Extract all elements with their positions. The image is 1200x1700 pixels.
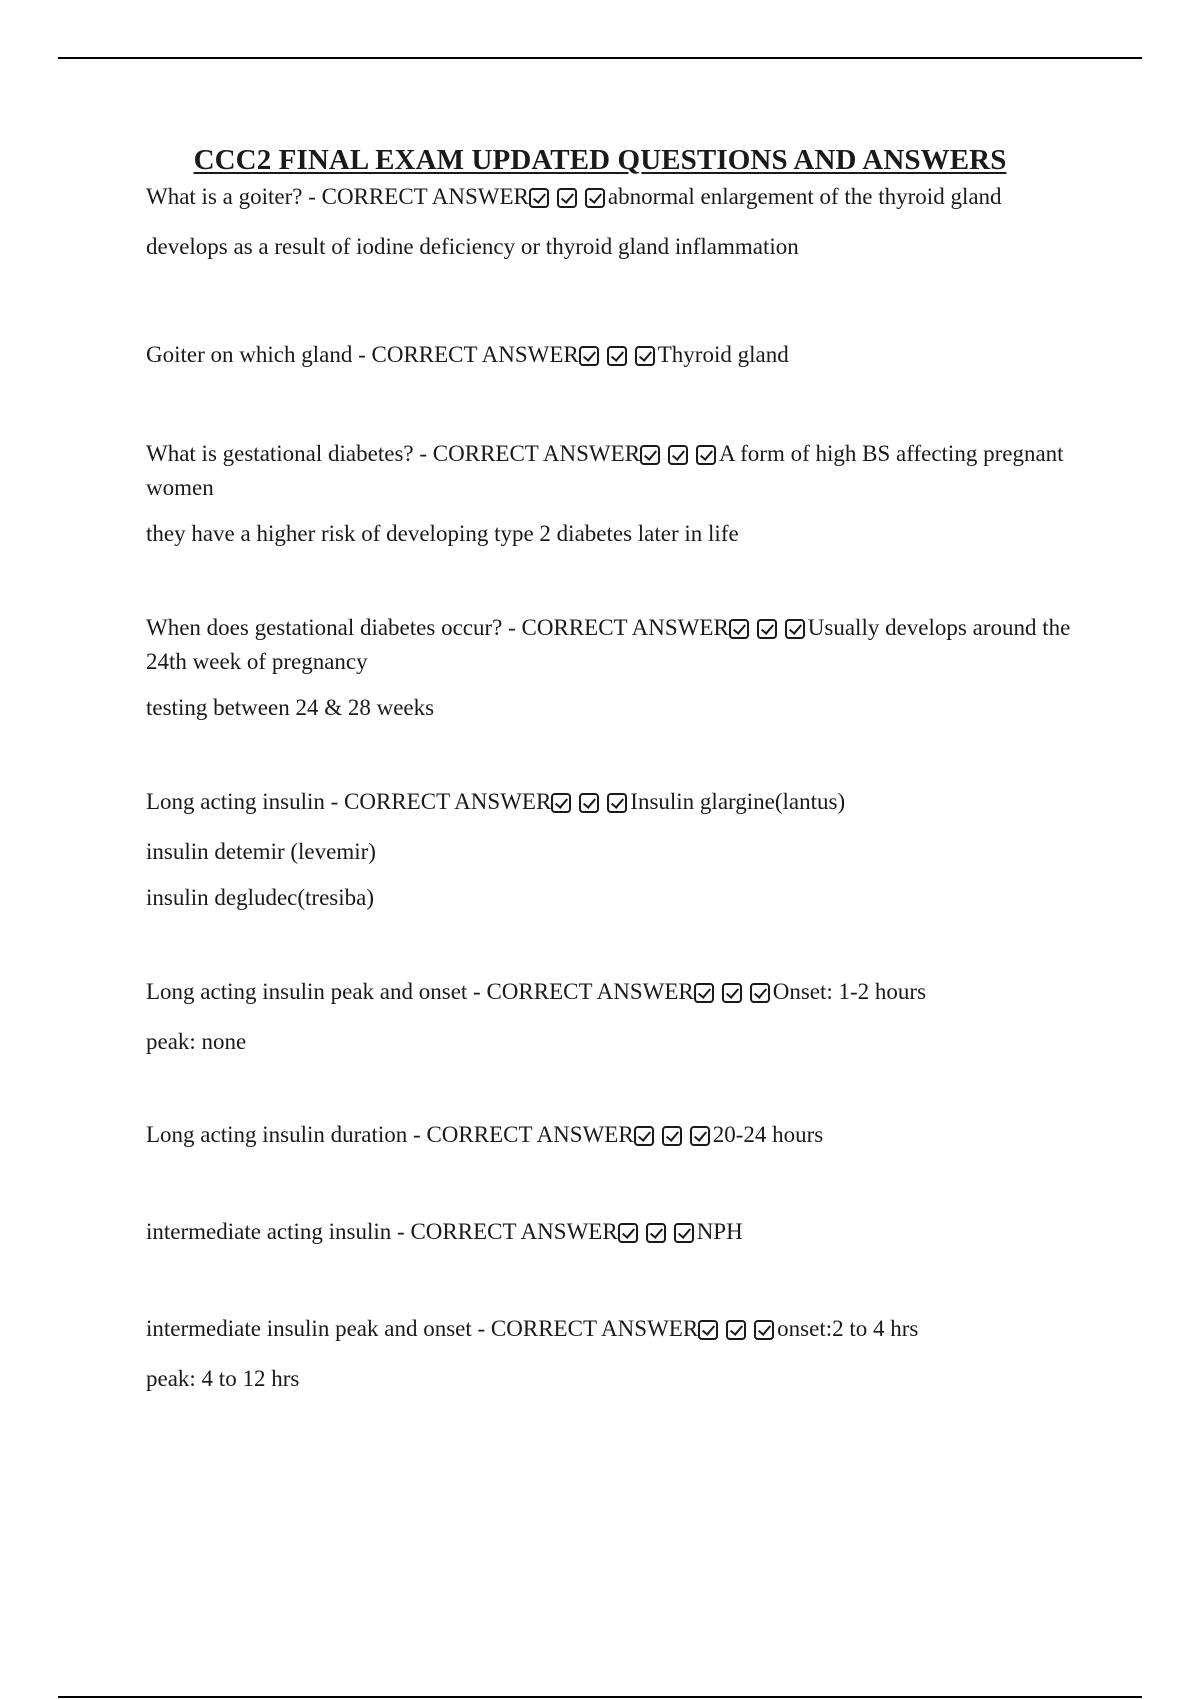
document-title: CCC2 FINAL EXAM UPDATED QUESTIONS AND ANSWERS <box>193 144 1007 176</box>
checkmarks <box>698 1318 777 1348</box>
answer-extra-line: insulin degludec(tresiba) <box>146 885 375 910</box>
answer-label: CORRECT ANSWER <box>432 441 641 466</box>
answer-extra-line: peak: none <box>146 1029 247 1054</box>
qa-item-5 <box>146 787 1106 913</box>
answer-text: Onset: 1-2 hours <box>772 979 927 1004</box>
qa-item-1 <box>146 182 1106 262</box>
checkmarks <box>634 1124 713 1154</box>
bottom-rule <box>58 1696 1142 1698</box>
checked-box-icon <box>674 1223 694 1243</box>
separator: - <box>352 342 372 367</box>
checkmarks <box>579 344 658 374</box>
question-text: Long acting insulin peak and onset <box>146 979 468 1004</box>
answer-label: CORRECT ANSWER <box>344 789 552 814</box>
checked-box-icon <box>635 346 655 366</box>
checked-box-icon <box>757 619 777 639</box>
checked-box-icon <box>662 1126 682 1146</box>
checked-box-icon <box>579 346 599 366</box>
answer-label: CORRECT ANSWER <box>486 979 694 1004</box>
question-text: Long acting insulin duration <box>146 1122 408 1147</box>
answer-text: Thyroid gland <box>657 342 789 367</box>
answer-text: NPH <box>696 1219 743 1244</box>
answer-label: CORRECT ANSWER <box>521 615 729 640</box>
checked-box-icon <box>551 793 571 813</box>
checked-box-icon <box>726 1320 746 1340</box>
checkmarks <box>529 186 608 216</box>
answer-text: abnormal enlargement of the thyroid gland <box>607 184 1002 209</box>
checked-box-icon <box>634 1126 654 1146</box>
checkmarks <box>618 1221 697 1251</box>
qa-item-3 <box>146 439 1106 549</box>
separator: - <box>467 979 487 1004</box>
checked-box-icon <box>529 188 549 208</box>
checked-box-icon <box>668 445 688 465</box>
question-text: When does gestational diabetes occur? <box>146 615 503 640</box>
qa-item-2 <box>146 340 1106 374</box>
answer-extra-line: peak: 4 to 12 hrs <box>146 1366 300 1391</box>
question-text: Goiter on which gland <box>146 342 353 367</box>
qa-item-4 <box>146 613 1106 723</box>
answer-label: CORRECT ANSWER <box>371 342 579 367</box>
checked-box-icon <box>696 445 716 465</box>
checked-box-icon <box>607 346 627 366</box>
answer-label: CORRECT ANSWER <box>410 1219 618 1244</box>
separator: - <box>391 1219 411 1244</box>
checked-box-icon <box>750 983 770 1003</box>
answer-text: A form of high BS affecting pregnant women <box>146 441 1064 500</box>
separator: - <box>407 1122 427 1147</box>
answer-text: onset:2 to 4 hrs <box>777 1316 919 1341</box>
question-text: Long acting insulin <box>146 789 325 814</box>
separator: - <box>471 1316 491 1341</box>
checkmarks <box>640 443 719 473</box>
question-text: intermediate insulin peak and onset <box>146 1316 472 1341</box>
qa-item-9 <box>146 1314 1106 1394</box>
checked-box-icon <box>698 1320 718 1340</box>
answer-extra-line: develops as a result of iodine deficiency or thyroid gland inflammation <box>146 234 799 259</box>
answer-label: CORRECT ANSWER <box>321 184 529 209</box>
answer-label: CORRECT ANSWER <box>426 1122 634 1147</box>
question-text: intermediate acting insulin <box>146 1219 392 1244</box>
qa-item-7 <box>146 1120 1106 1154</box>
checkmarks <box>551 791 630 821</box>
checked-box-icon <box>618 1223 638 1243</box>
checked-box-icon <box>785 619 805 639</box>
checked-box-icon <box>722 983 742 1003</box>
checked-box-icon <box>754 1320 774 1340</box>
qa-item-8 <box>146 1217 1106 1251</box>
answer-extra-line: they have a higher risk of developing type 2 diabetes later in life <box>146 521 739 546</box>
checked-box-icon <box>579 793 599 813</box>
checked-box-icon <box>640 445 660 465</box>
top-rule <box>58 57 1142 59</box>
checked-box-icon <box>557 188 577 208</box>
checked-box-icon <box>690 1126 710 1146</box>
checked-box-icon <box>646 1223 666 1243</box>
checkmarks <box>729 617 808 647</box>
answer-extra-line: testing between 24 & 28 weeks <box>146 695 435 720</box>
separator: - <box>324 789 345 814</box>
separator: - <box>413 441 433 466</box>
answer-text: Insulin glargine(lantus) <box>630 789 846 814</box>
checked-box-icon <box>729 619 749 639</box>
answer-label: CORRECT ANSWER <box>490 1316 699 1341</box>
answer-text: 20-24 hours <box>712 1122 824 1147</box>
qa-item-6 <box>146 977 1106 1057</box>
answer-extra-line: insulin detemir (levemir) <box>146 839 376 864</box>
checked-box-icon <box>607 793 627 813</box>
checked-box-icon <box>694 983 714 1003</box>
checked-box-icon <box>585 188 605 208</box>
separator: - <box>502 615 522 640</box>
separator: - <box>302 184 322 209</box>
checkmarks <box>694 981 773 1011</box>
question-text: What is gestational diabetes? <box>146 441 414 466</box>
question-text: What is a goiter? <box>146 184 303 209</box>
answer-text: Usually develops around the 24th week of pregnancy <box>146 615 1071 674</box>
